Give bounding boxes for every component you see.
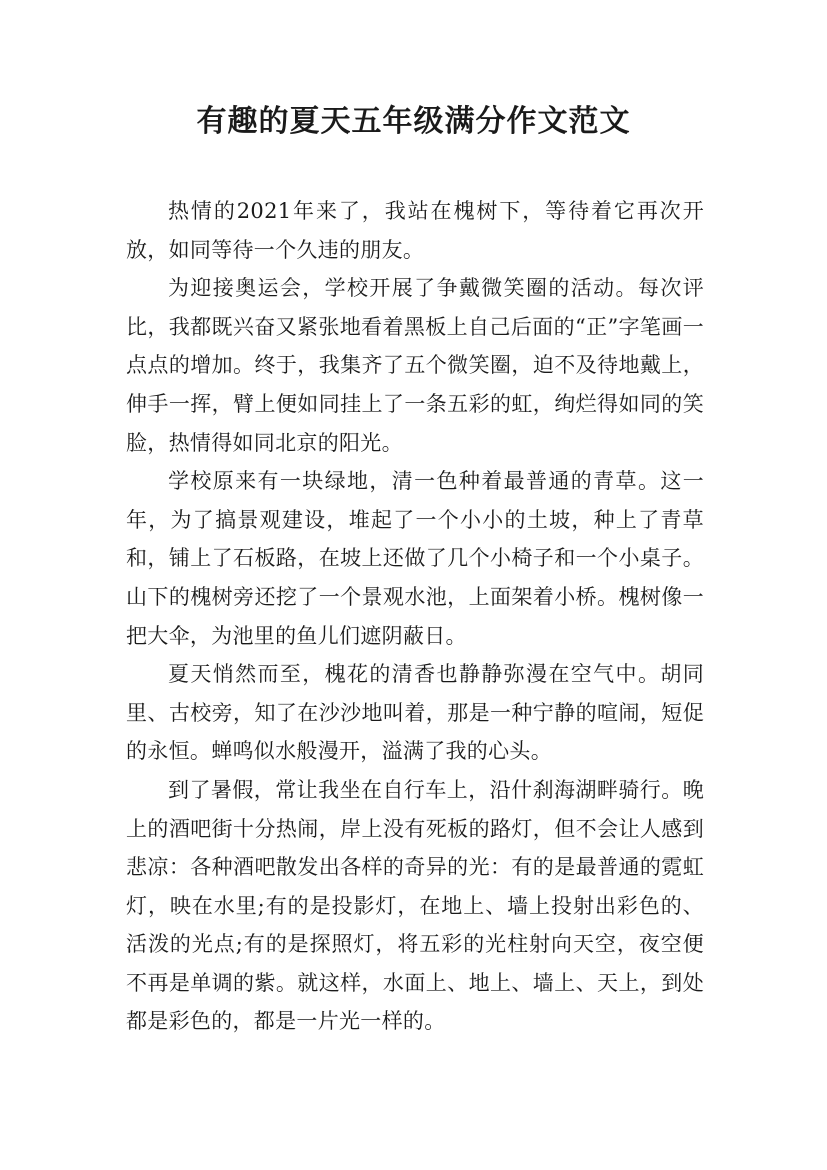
document-title: 有趣的夏天五年级满分作文范文: [196, 104, 631, 139]
document-body: [126, 192, 704, 1041]
paragraph-5: 到了暑假，常让我坐在自行车上，沿什刹海湖畔骑行。晚上的酒吧街十分热闹，岸上没有死板的路灯，但不会让人感到悲凉：各种酒吧散发出各样的奇异的光：有的是最普通的霓虹灯，映在水里;有的是投影灯，在地上、墙上投射出彩色的、活泼的光点;有的是探照灯，将五彩的光柱射向天空，夜空便不再是单调的紫。就这样，水面上、地上、墙上、天上，到处都是彩色的，都是一片光一样的。: [126, 777, 704, 1034]
paragraph-3: 学校原来有一块绿地，清一色种着最普通的青草。这一年，为了搞景观建设，堆起了一个小小的土坡，种上了青草和，铺上了石板路，在坡上还做了几个小椅子和一个小桌子。山下的槐树旁还挖了一个景观水池，上面架着小桥。槐树像一把大伞，为池里的鱼儿们遮阴蔽日。: [126, 469, 704, 648]
paragraph-4: 夏天悄然而至，槐花的清香也静静弥漫在空气中。胡同里、古校旁，知了在沙沙地叫着，那是一种宁静的喧闹，短促的永恒。蝉鸣似水般漫开，溢满了我的心头。: [126, 662, 704, 764]
paragraph-1: 热情的2021年来了，我站在槐树下，等待着它再次开放，如同等待一个久违的朋友。: [126, 199, 704, 262]
paragraph-2: 为迎接奥运会，学校开展了争戴微笑圈的活动。每次评比，我都既兴奋又紧张地看着黑板上自己后面的“正”字笔画一点点的增加。终于，我集齐了五个微笑圈，迫不及待地戴上，伸手一挥，臂上便如同挂上了一条五彩的虹，绚烂得如同的笑脸，热情得如同北京的阳光。: [126, 276, 704, 455]
